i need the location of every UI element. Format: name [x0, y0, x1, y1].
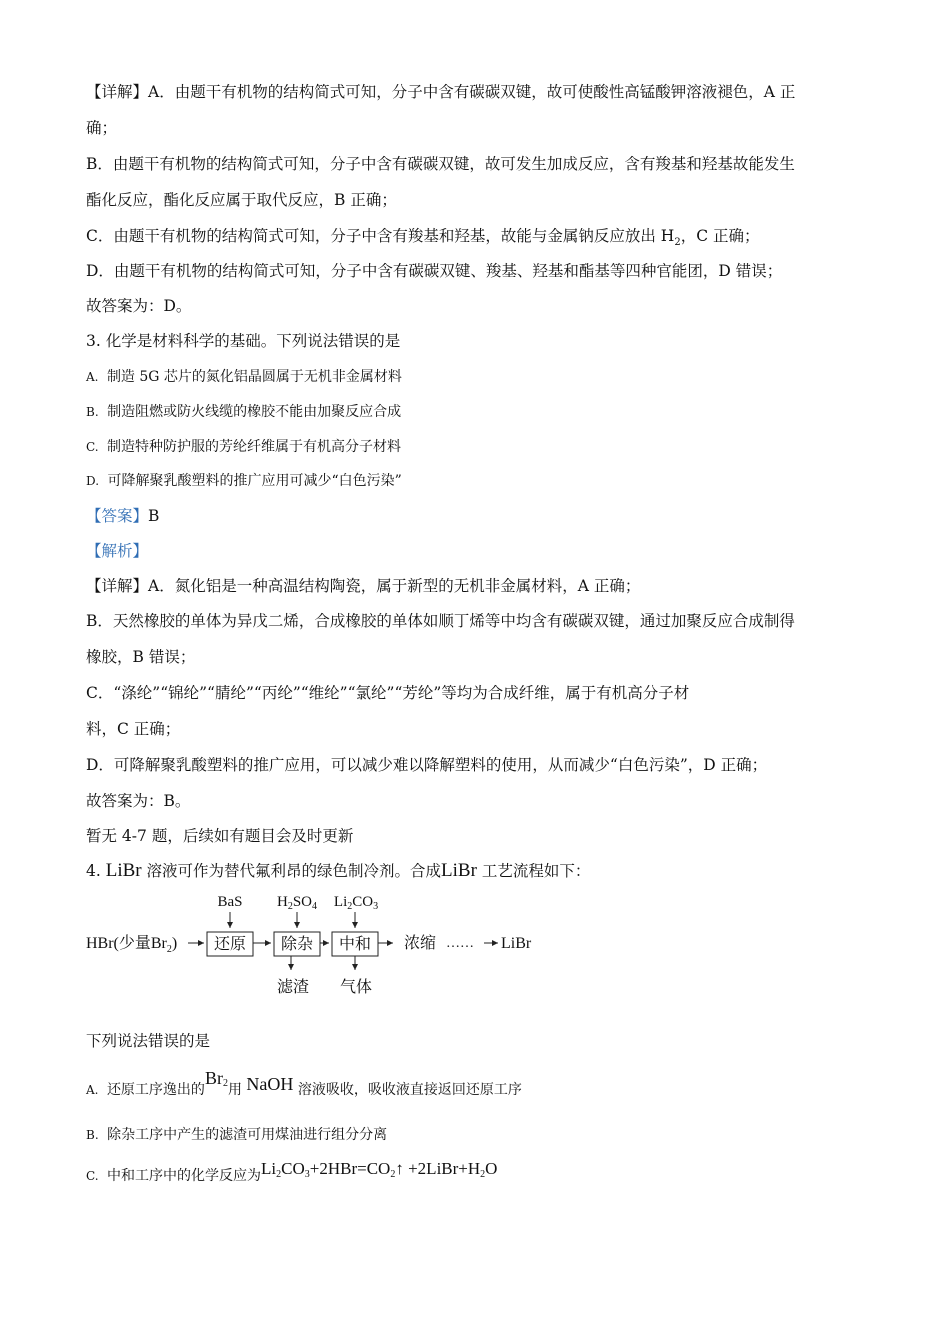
- q4-option-c: C. 中和工序中的化学反应为$Li_2CO_3+2HBr=CO_2↑$ $+2LiBr+H_2O$: [86, 1159, 498, 1184]
- flow-output-gas: 气体: [339, 979, 373, 996]
- q4-option-a: A. 还原工序逸出的$Br_2$用 NaOH 溶液吸收，吸收液直接返回还原工序: [86, 1068, 522, 1098]
- q3-detail-a: 【详解】A．氮化铝是一种高温结构陶瓷，属于新型的无机非金属材料，A 正确；: [86, 577, 641, 595]
- detail-line-b-cont: 酯化反应，酯化反应属于取代反应，B 正确；: [86, 191, 397, 209]
- flow-input-bas: BaS: [217, 894, 243, 910]
- flow-box-neutralize-label: 中和: [338, 936, 372, 953]
- answer-summary-q2: 故答案为：D。: [86, 297, 192, 315]
- q3-detail-c-cont: 料，C 正确；: [86, 720, 181, 738]
- flow-input-h2so4: $H_2SO_4$: [276, 894, 318, 912]
- process-flow-diagram: [86, 890, 566, 1005]
- q3-option-d: D. 可降解聚乳酸塑料的推广应用可减少“白色污染”: [86, 473, 402, 489]
- q3-option-a: A. 制造 5G 芯片的氮化铝晶圆属于无机非金属材料: [86, 369, 402, 385]
- q4-option-b: B. 除杂工序中产生的滤渣可用煤油进行组分分离: [86, 1127, 388, 1143]
- flow-output-residue: 滤渣: [276, 979, 310, 996]
- q3-detail-c: C．“涤纶”“锦纶”“腈纶”“丙纶”“维纶”“氯纶”“芳纶”等均为合成纤维，属于有机高分子材: [86, 684, 690, 702]
- flow-box-reduction-label: 还原: [213, 936, 247, 953]
- q3-detail-d: D．可降解聚乳酸塑料的推广应用，可以减少难以降解塑料的使用，从而减少“白色污染”，D 正确；: [86, 756, 768, 774]
- flow-concentrate-label: 浓缩: [404, 935, 437, 952]
- detail-line-a: 【详解】A．由题干有机物的结构简式可知，分子中含有碳碳双键，故可使酸性高锰酸钾溶液褪色，A 正: [86, 83, 796, 101]
- answer-tag: 【答案】: [86, 507, 149, 525]
- flow-end-label: LiBr: [501, 935, 532, 952]
- q3-option-b: B. 制造阻燃或防火线缆的橡胶不能由加聚反应合成: [86, 404, 402, 420]
- detail-line-b: B．由题干有机物的结构简式可知，分子中含有碳碳双键，故可发生加成反应，含有羧基和羟基故能发生: [86, 155, 795, 173]
- q3-option-c: C. 制造特种防护服的芳纶纤维属于有机高分子材料: [86, 439, 402, 455]
- q3-detail-b-cont: 橡胶，B 错误；: [86, 648, 196, 666]
- q3-answer-summary: 故答案为：B。: [86, 792, 191, 810]
- flow-start-label: HBr(少量$Br_2$): [86, 935, 178, 955]
- detail-line-d: D．由题干有机物的结构简式可知，分子中含有碳碳双键、羧基、羟基和酯基等四种官能团，D 错误；: [86, 262, 783, 280]
- q4-option-c-equation: $Li_2CO_3+2HBr=CO_2↑$ $+2LiBr+H_2O$: [261, 1159, 498, 1180]
- detail-line-c: C．由题干有机物的结构简式可知，分子中含有羧基和羟基，故能与金属钠反应放出 $H_2$，C 正确；: [86, 227, 760, 249]
- question-4-stem: 4. LiBr 溶液可作为替代氟利昂的绿色制冷剂。合成LiBr 工艺流程如下：: [86, 860, 591, 881]
- q3-answer: 【答案】B: [86, 507, 160, 525]
- detail-line-a-cont: 确；: [86, 119, 118, 137]
- question-3-stem: 3. 化学是材料科学的基础。下列说法错误的是: [86, 332, 401, 350]
- flow-dots: ……: [446, 936, 474, 951]
- q3-analysis-tag: 【解析】: [86, 542, 149, 560]
- flow-input-li2co3: $Li_2CO_3$: [333, 894, 379, 912]
- update-notice: 暂无 4-7 题，后续如有题目会及时更新: [86, 827, 354, 845]
- q4-question: 下列说法错误的是: [86, 1032, 211, 1050]
- q3-detail-b: B．天然橡胶的单体为异戊二烯，合成橡胶的单体如顺丁烯等中均含有碳碳双键，通过加聚反应合成制得: [86, 612, 795, 630]
- flow-box-purify-label: 除杂: [280, 936, 314, 953]
